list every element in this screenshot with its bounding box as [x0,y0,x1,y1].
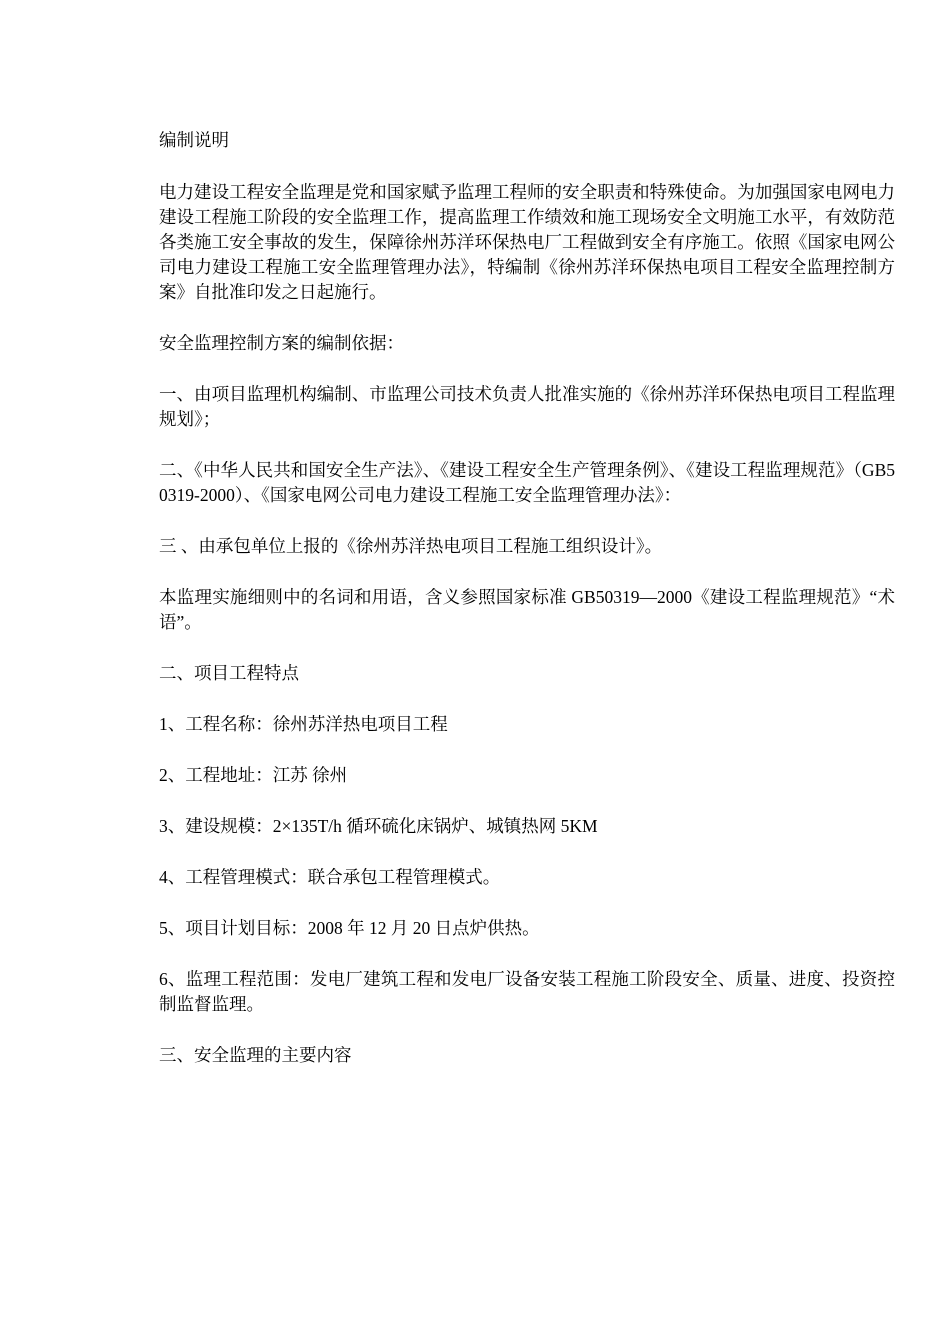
feature-project-name: 1、工程名称：徐州苏洋热电项目工程 [159,714,448,734]
basis-item-2: 二、《中华人民共和国安全生产法》、《建设工程安全生产管理条例》、《建设工程监理规范》（GB50319-2000）、《国家电网公司电力建设工程施工安全监理管理办法》： [159,460,895,505]
feature-management-mode: 4、工程管理模式：联合承包工程管理模式。 [159,867,501,887]
basis-heading: 安全监理控制方案的编制依据： [159,333,404,353]
feature-construction-scale: 3、建设规模：2×135T/h 循环硫化床锅炉、城镇热网 5KM [159,816,598,836]
features-heading: 二、项目工程特点 [159,663,299,683]
feature-supervision-scope: 6、监理工程范围：发电厂建筑工程和发电厂设备安装工程施工阶段安全、质量、进度、投资控制监督监理。 [159,969,895,1014]
section3-heading: 三、安全监理的主要内容 [159,1045,352,1065]
intro-paragraph: 电力建设工程安全监理是党和国家赋予监理工程师的安全职责和特殊使命。为加强国家电网电力建设工程施工阶段的安全监理工作，提高监理工作绩效和施工现场安全文明施工水平，有效防范各类施工安全事故的发生，保障徐州苏洋环保热电厂工程做到安全有序施工。依照《国家电网公司电力建设工程施工安全监理管理办法》，特编制《徐州苏洋环保热电项目工程安全监理控制方案》自批准印发之日起施行。 [159,182,895,302]
document-body [159,128,895,1068]
feature-plan-target: 5、项目计划目标：2008 年 12 月 20 日点炉供热。 [159,918,540,938]
basis-item-1: 一、由项目监理机构编制、市监理公司技术负责人批准实施的《徐州苏洋环保热电项目工程监理规划》； [159,384,895,429]
terms-note: 本监理实施细则中的名词和用语，含义参照国家标准 GB50319—2000《建设工程监理规范》“术语”。 [159,587,895,632]
document-title: 编制说明 [159,130,229,150]
basis-item-3: 三 、由承包单位上报的《徐州苏洋热电项目工程施工组织设计》。 [159,536,663,556]
feature-project-address: 2、工程地址：江苏 徐州 [159,765,348,785]
